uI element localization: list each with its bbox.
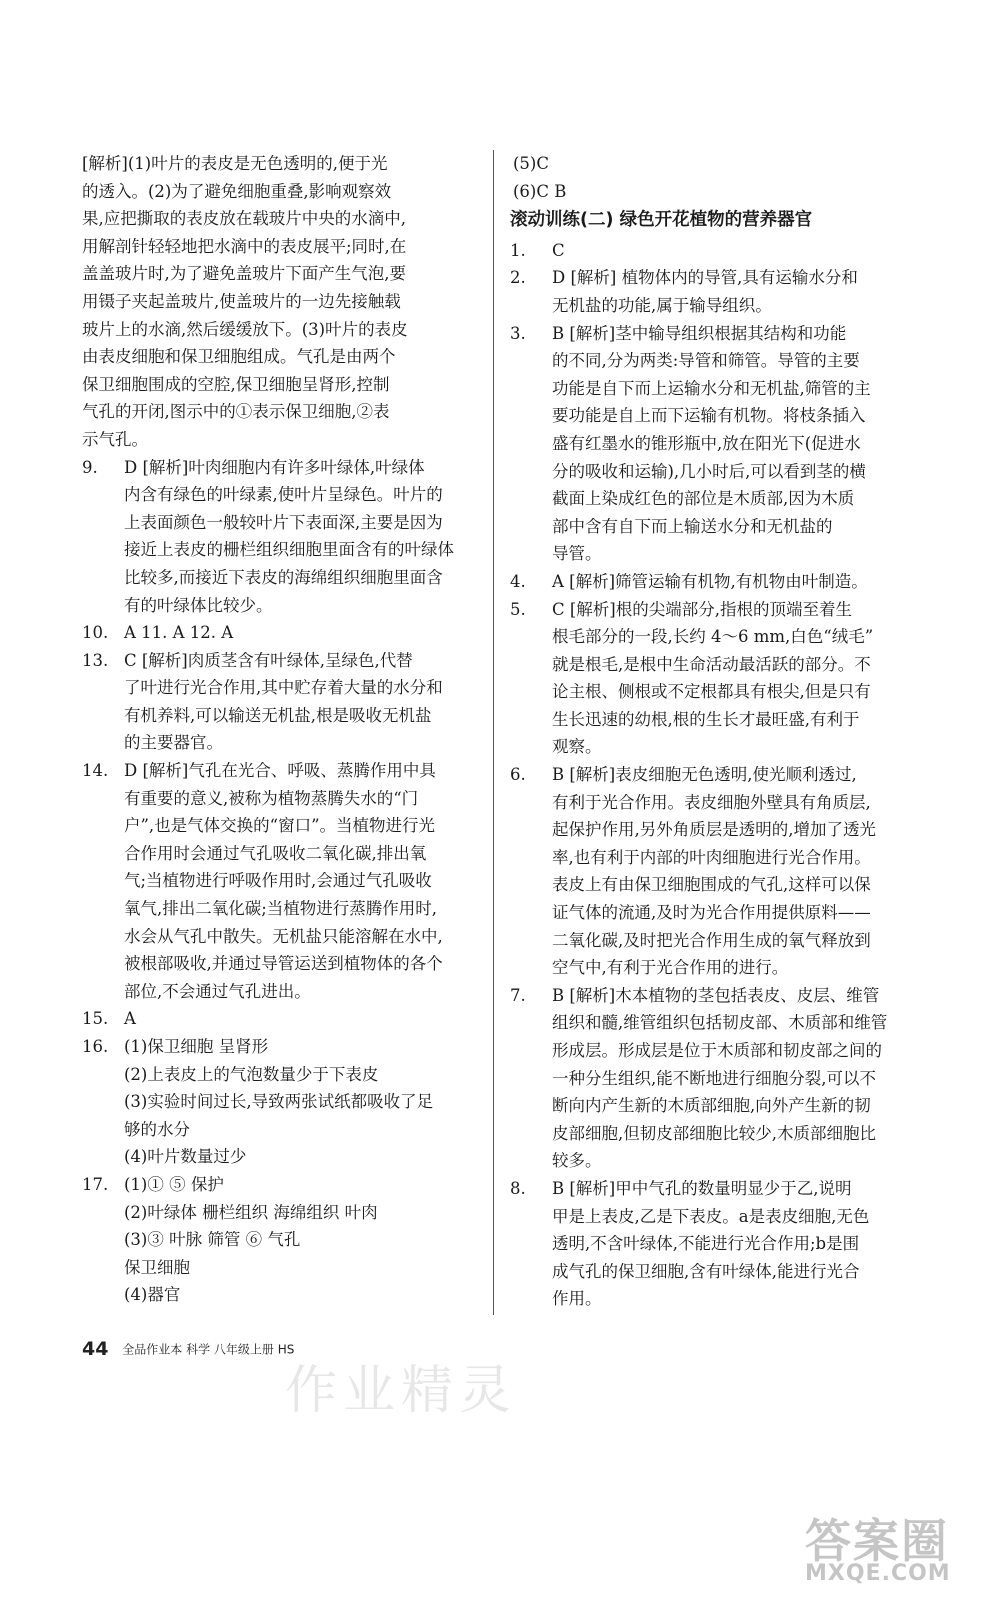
intro-line: 玻片上的水滴,然后缓缓放下。(3)叶片的表皮 <box>82 319 408 339</box>
answer-line: 无机盐的功能,属于输导组织。 <box>552 295 772 315</box>
answer-line: 较多。 <box>552 1151 602 1171</box>
answer-line: 户”,也是气体交换的“窗口”。当植物进行光 <box>124 816 436 836</box>
logo-mark: 答案圈 <box>805 1514 949 1568</box>
answer-item <box>82 1005 474 1033</box>
answer-number: 9. <box>82 457 98 477</box>
section-heading: 滚动训练(二) 绿色开花植物的营养器官 <box>510 210 813 231</box>
answer-item <box>510 596 910 762</box>
answer-line: A <box>124 1009 136 1029</box>
answer-line: 氧气,排出二氧化碳;当植物进行蒸腾作用时, <box>124 899 438 919</box>
answer-line: 导管。 <box>552 544 602 564</box>
answer-item <box>82 647 474 757</box>
answer-number: 8. <box>510 1178 526 1198</box>
answer-line: 够的水分 <box>124 1119 190 1139</box>
answer-line: 表皮上有由保卫细胞围成的气孔,这样可以保 <box>552 875 871 895</box>
answer-item <box>82 619 474 647</box>
answer-line: 要功能是自上而下运输有机物。将枝条插入 <box>552 406 866 426</box>
answer-line: A [解析]筛管运输有机物,有机物由叶制造。 <box>552 571 868 591</box>
answer-line: 的不同,分为两类:导管和筛管。导管的主要 <box>552 351 860 371</box>
answer-item <box>510 982 910 1175</box>
answer-line: 内含有绿色的叶绿素,使叶片呈绿色。叶片的 <box>124 485 443 505</box>
answer-line: 证气体的流通,及时为光合作用提供原料—— <box>552 903 871 923</box>
answer-line: 截面上染成红色的部位是木质部,因为木质 <box>552 489 855 509</box>
answer-item <box>510 761 910 982</box>
answer-line: 盛有红墨水的锥形瓶中,放在阳光下(促进水 <box>552 433 861 453</box>
answer-line: 生长迅速的幼根,根的生长才最旺盛,有利于 <box>552 709 860 729</box>
answer-line: C <box>552 240 565 260</box>
answer-number: 2. <box>510 268 526 288</box>
answer-line: 论主根、侧根或不定根都具有根尖,但是只有 <box>552 682 871 702</box>
intro-line: 的透入。(2)为了避免细胞重叠,影响观察效 <box>82 181 392 201</box>
page-number: 44 <box>82 1338 109 1360</box>
carryover-line: (6)C B <box>513 181 567 201</box>
page-footer <box>82 1338 294 1360</box>
answer-line: 率,也有利于内部的叶肉细胞进行光合作用。 <box>552 847 871 867</box>
answer-line: 有的叶绿体比较少。 <box>124 595 273 615</box>
answer-line: (2)上表皮上的气泡数量少于下表皮 <box>124 1064 379 1084</box>
answer-line: 的主要器官。 <box>124 733 223 753</box>
intro-line: 由表皮细胞和保卫细胞组成。气孔是由两个 <box>82 347 396 367</box>
answer-line: 观察。 <box>552 737 602 757</box>
answer-line: B [解析]茎中输导组织根据其结构和功能 <box>552 323 847 343</box>
answer-item <box>82 454 474 620</box>
logo-url: MXQE.COM <box>805 1561 951 1586</box>
site-logo <box>805 1505 975 1590</box>
answer-line: C [解析]根的尖端部分,指根的顶端至着生 <box>552 599 852 619</box>
answer-line: B [解析]木本植物的茎包括表皮、皮层、维管 <box>552 985 880 1005</box>
answer-line: 部位,不会通过气孔进出。 <box>124 981 311 1001</box>
answer-line: 保卫细胞 <box>124 1257 190 1277</box>
answer-line: 成气孔的保卫细胞,含有叶绿体,能进行光合 <box>552 1261 860 1281</box>
intro-line: 示气孔。 <box>82 429 148 449</box>
answer-number: 4. <box>510 571 526 591</box>
answer-line: 水会从气孔中散失。无机盐只能溶解在水中, <box>124 926 443 946</box>
answer-line: 上表面颜色一般较叶片下表面深,主要是因为 <box>124 512 443 532</box>
answer-line: 断向内产生新的木质部细胞,向外产生新的韧 <box>552 1096 871 1116</box>
answer-line: 有机养料,可以输送无机盐,根是吸收无机盐 <box>124 705 432 725</box>
answer-line: B [解析]甲中气孔的数量明显少于乙,说明 <box>552 1178 852 1198</box>
answer-line: 根毛部分的一段,长约 4～6 mm,白色“绒毛” <box>552 627 874 647</box>
footer-text: 全品作业本 科学 八年级上册 HS <box>122 1342 295 1357</box>
answer-line: C [解析]肉质茎含有叶绿体,呈绿色,代替 <box>124 650 413 670</box>
answer-line: 了叶进行光合作用,其中贮存着大量的水分和 <box>124 678 443 698</box>
answer-item <box>82 1033 474 1171</box>
answer-number: 6. <box>510 765 526 785</box>
answer-line: B [解析]表皮细胞无色透明,使光顺利透过, <box>552 765 857 785</box>
answer-line: 形成层。形成层是位于木质部和韧皮部之间的 <box>552 1041 882 1060</box>
answer-line: D [解析] 植物体内的导管,具有运输水分和 <box>552 268 858 288</box>
answer-line: 被根部吸收,并通过导管运送到植物体的各个 <box>124 954 443 974</box>
answer-line: (4)器官 <box>124 1285 181 1305</box>
answer-line: D [解析]气孔在光合、呼吸、蒸腾作用中具 <box>124 761 436 781</box>
answer-line: 空气中,有利于光合作用的进行。 <box>552 958 789 978</box>
answer-item <box>510 264 910 319</box>
answer-number: 13. <box>82 650 109 670</box>
intro-line: [解析](1)叶片的表皮是无色透明的,便于光 <box>82 154 388 173</box>
answer-line: 部中含有自下而上输送水分和无机盐的 <box>552 516 833 536</box>
answer-line: (2)叶绿体 栅栏组织 海绵组织 叶肉 <box>124 1202 378 1222</box>
left-intro-paragraph <box>82 150 474 454</box>
watermark-text: 作业精灵 <box>285 1361 518 1421</box>
answer-line: 甲是上表皮,乙是下表皮。a是表皮细胞,无色 <box>552 1206 870 1226</box>
answer-number: 5. <box>510 599 526 619</box>
answer-line: 功能是自下而上运输水分和无机盐,筛管的主 <box>552 378 871 398</box>
answer-item <box>510 320 910 568</box>
answer-line: 分的吸收和运输),几小时后,可以看到茎的横 <box>552 461 866 481</box>
answer-line: D [解析]叶肉细胞内有许多叶绿体,叶绿体 <box>124 457 425 477</box>
answer-line: (3)实验时间过长,导致两张试纸都吸收了足 <box>124 1092 434 1112</box>
answer-number: 7. <box>510 985 526 1005</box>
answer-number: 14. <box>82 761 109 781</box>
intro-line: 气孔的开闭,图示中的①表示保卫细胞,②表 <box>82 402 390 422</box>
answer-line: 透明,不含叶绿体,不能进行光合作用;b是围 <box>552 1234 860 1254</box>
left-column <box>82 150 474 1309</box>
intro-line: 盖盖玻片时,为了避免盖玻片下面产生气泡,要 <box>82 264 406 284</box>
answer-line: 比较多,而接近下表皮的海绵组织细胞里面含 <box>124 567 443 587</box>
answer-number: 3. <box>510 323 526 343</box>
answer-line: 二氧化碳,及时把光合作用生成的氧气释放到 <box>552 930 871 950</box>
answer-item <box>510 568 910 596</box>
left-answer-list <box>82 454 474 1309</box>
intro-line: 用解剖针轻轻地把水滴中的表皮展平;同时,在 <box>82 236 407 256</box>
answer-item <box>82 757 474 1005</box>
answer-line: 有重要的意义,被称为植物蒸腾失水的“门 <box>124 788 419 808</box>
column-divider <box>493 150 494 1315</box>
answer-line: 有利于光合作用。表皮细胞外壁具有角质层, <box>552 792 871 812</box>
answer-number: 10. <box>82 623 109 643</box>
right-column <box>510 150 910 1313</box>
answer-line: 就是根毛,是根中生命活动最活跃的部分。不 <box>552 654 871 674</box>
answer-line: 合作用时会通过气孔吸收二氧化碳,排出氧 <box>124 843 427 863</box>
answer-line: 皮部细胞,但韧皮部细胞比较少,木质部细胞比 <box>552 1123 876 1143</box>
answer-line: 起保护作用,另外角质层是透明的,增加了透光 <box>552 820 876 840</box>
answer-line: 组织和髓,维管组织包括韧皮部、木质部和维管 <box>552 1013 888 1033</box>
intro-line: 用镊子夹起盖玻片,使盖玻片的一边先接触载 <box>82 291 401 311</box>
intro-line: 果,应把撕取的表皮放在载玻片中央的水滴中, <box>82 209 406 229</box>
answer-line: (1)① ⑤ 保护 <box>124 1174 224 1194</box>
answer-number: 17. <box>82 1174 109 1194</box>
right-answer-list <box>510 237 910 1313</box>
answer-item <box>510 1175 910 1313</box>
answer-line: 一种分生组织,能不断地进行细胞分裂,可以不 <box>552 1068 876 1088</box>
answer-line: 作用。 <box>552 1289 602 1309</box>
carryover-line: (5)C <box>513 154 549 173</box>
answer-item <box>82 1171 474 1309</box>
answer-item <box>510 237 910 265</box>
right-carryover-answers <box>510 150 910 205</box>
intro-line: 保卫细胞围成的空腔,保卫细胞呈肾形,控制 <box>82 374 390 394</box>
answer-line: (1)保卫细胞 呈肾形 <box>124 1037 269 1056</box>
answer-number: 16. <box>82 1037 109 1056</box>
answer-line: (3)③ 叶脉 筛管 ⑥ 气孔 <box>124 1230 301 1250</box>
answer-number: 15. <box>82 1009 109 1029</box>
answer-line: A 11. A 12. A <box>124 623 234 643</box>
answer-line: (4)叶片数量过少 <box>124 1147 247 1167</box>
answer-line: 气;当植物进行呼吸作用时,会通过气孔吸收 <box>124 871 432 891</box>
answer-number: 1. <box>510 240 526 260</box>
answer-line: 接近上表皮的栅栏组织细胞里面含有的叶绿体 <box>124 540 454 560</box>
